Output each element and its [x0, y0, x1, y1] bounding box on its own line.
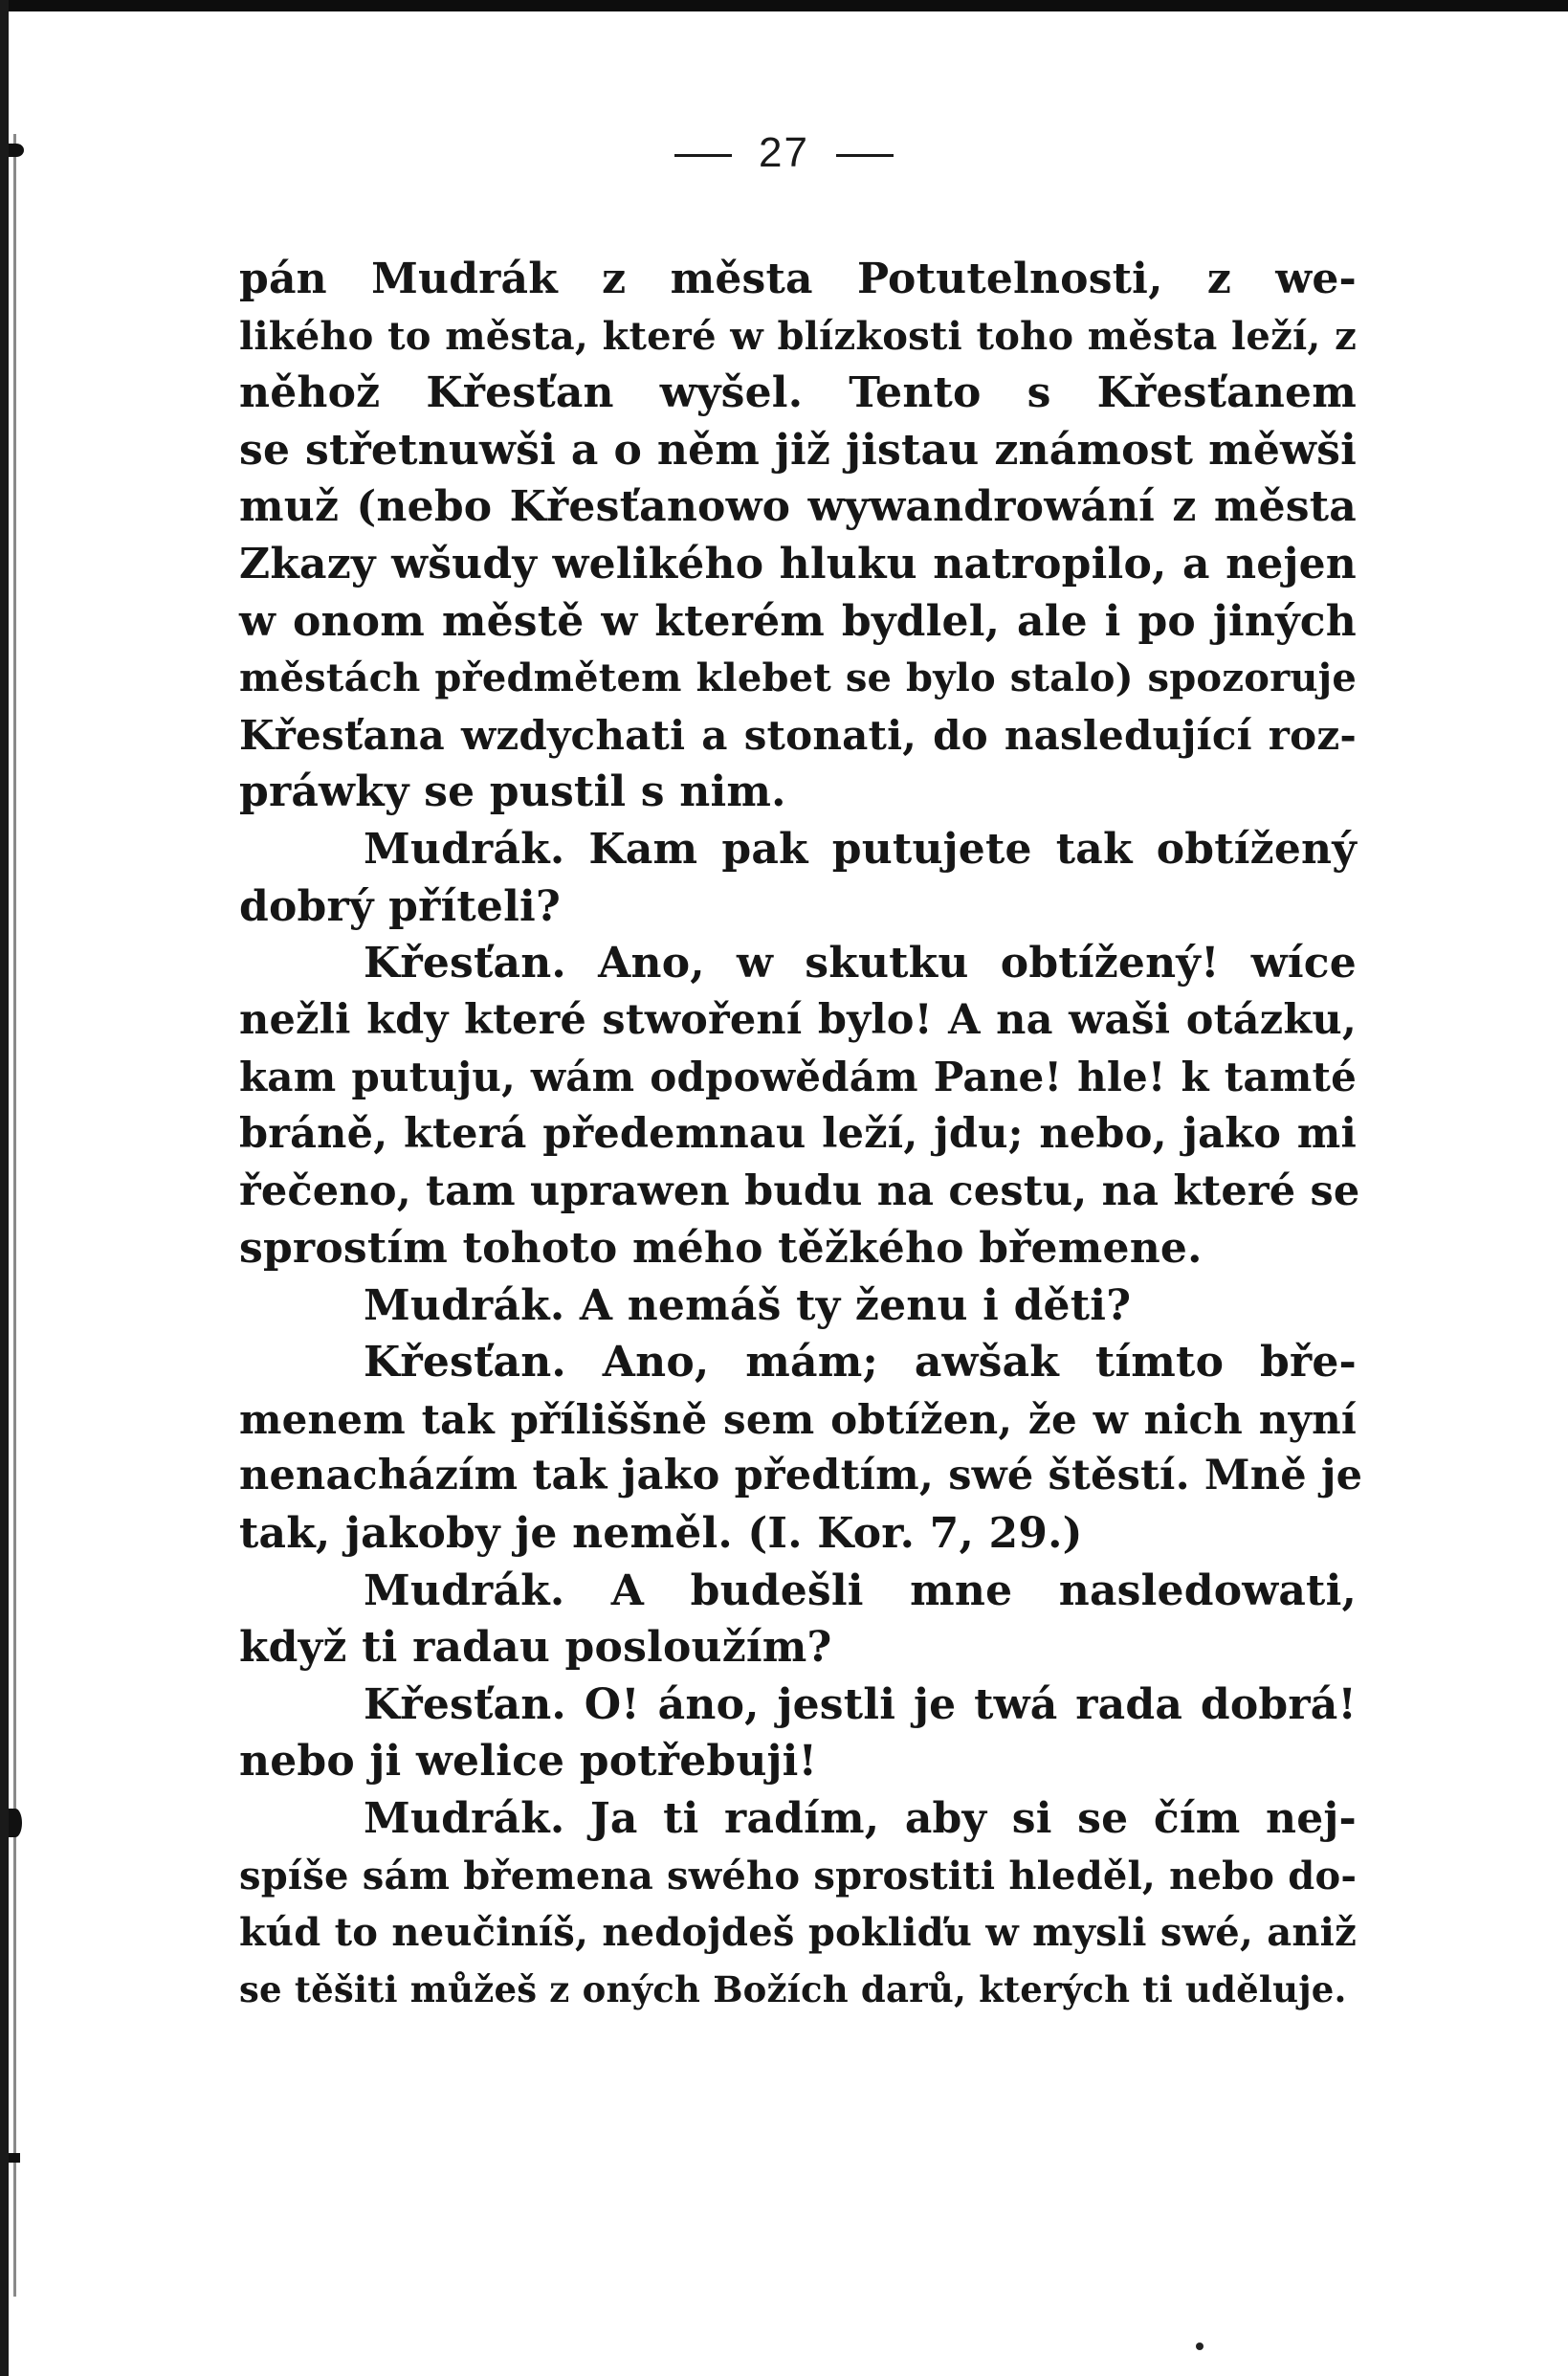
text-line: Křesťan. O! áno, jestli je twá rada dobrá!: [364, 1679, 1357, 1729]
text-line: Křesťan. Ano, mám; awšak tímto bře-: [364, 1338, 1357, 1388]
text-line: sprostím tohoto mého těžkého břemene.: [239, 1224, 1203, 1274]
text-line: Křesťana wzdychati a stonati, do nasledující roz-: [239, 711, 1357, 759]
text-line: Mudrák. A budešli mne nasledowati,: [364, 1565, 1357, 1615]
text-line: tak, jakoby je neměl. (I. Kor. 7, 29.): [239, 1509, 1083, 1559]
text-line: když ti radau posloužím?: [239, 1623, 832, 1673]
text-line: likého to města, které w blízkosti toho města leží, z: [239, 313, 1357, 359]
scan-border-left: [0, 0, 9, 2376]
text-line: menem tak příliššně sem obtížen, že w nich nyní: [239, 1395, 1357, 1443]
scan-speck: [9, 2153, 20, 2163]
ink-speck: [1196, 2343, 1204, 2350]
text-line: Mudrák. Kam pak putujete tak obtížený: [364, 824, 1357, 874]
text-line: řečeno, tam uprawen budu na cestu, na které se: [239, 1166, 1360, 1215]
binding-shadow: [13, 134, 16, 2297]
scan-border-top: [0, 0, 1568, 11]
text-line: bráně, která předemnau leží, jdu; nebo, jako mi: [239, 1109, 1357, 1158]
page-number-header: [0, 129, 1568, 177]
text-line: městách předmětem klebet se bylo stalo) spozoruje: [239, 655, 1357, 701]
text-line: dobrý příteli?: [239, 881, 561, 931]
text-line: něhož Křesťan wyšel. Tento s Křesťanem: [239, 368, 1357, 418]
text-line: se těšiti můžeš z oných Božích darů, kterých ti uděluje.: [239, 1967, 1347, 2010]
header-dash-left: [674, 154, 732, 157]
text-line: Mudrák. A nemáš ty ženu i děti?: [364, 1280, 1132, 1330]
header-dash-right: [836, 154, 894, 157]
text-line: Zkazy wšudy welikého hluku natropilo, a nejen: [239, 539, 1357, 588]
body-text: [239, 251, 1363, 2018]
text-line: nenacházím tak jako předtím, swé štěstí. Mně je: [239, 1452, 1363, 1500]
text-line: pán Mudrák z města Potutelnosti, z we-: [239, 255, 1357, 303]
text-line: Křesťan. Ano, w skutku obtížený! wíce: [364, 939, 1357, 988]
text-line: kam putuju, wám odpowědám Pane! hle! k tamté: [239, 1054, 1357, 1101]
page-number: 27: [759, 129, 809, 176]
text-line: práwky se pustil s nim.: [239, 767, 786, 817]
text-line: Mudrák. Ja ti radím, aby si se čím nej-: [364, 1794, 1357, 1844]
scan-speck: [9, 1809, 22, 1837]
text-line: se střetnuwši a o něm již jistau známost měwši: [239, 425, 1357, 475]
text-line: spíše sám břemena swého sprostiti hleděl, nebo do-: [239, 1853, 1358, 1899]
text-line: muž (nebo Křesťanowo wywandrowání z města: [239, 482, 1357, 532]
text-line: nežli kdy které stwoření bylo! A na waši otázku,: [239, 995, 1357, 1044]
text-line: w onom městě w kterém bydlel, ale i po jiných: [239, 596, 1357, 646]
text-line: nebo ji welice potřebuji!: [239, 1737, 818, 1787]
text-line: kúd to neučiníš, nedojdeš pokliďu w mysli swé, aniž: [239, 1910, 1357, 1956]
